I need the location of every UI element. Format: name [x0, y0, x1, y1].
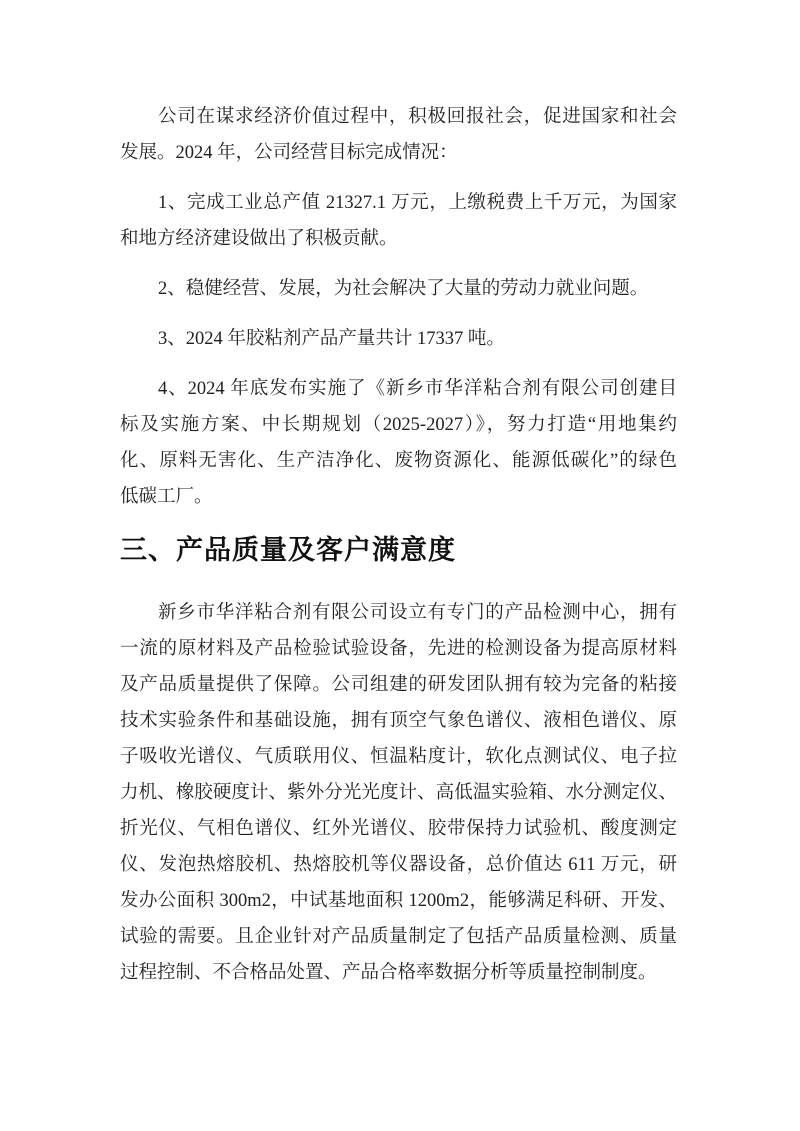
text-line: 发办公面积 300m2，中试基地面积 1200m2，能够满足科研、开发、: [120, 891, 677, 911]
text-line: 仪、发泡热熔胶机、热熔胶机等仪器设备，总价值达 611 万元，研: [120, 855, 677, 875]
text-line: 化、原料无害化、生产洁净化、废物资源化、能源低碳化”的绿色: [120, 451, 677, 471]
text-line: 低碳工厂。: [120, 487, 213, 507]
heading-section-3: 三、产品质量及客户满意度: [120, 535, 456, 565]
para-intro: [120, 99, 677, 171]
text-line: 标及实施方案、中长期规划（2025-2027）》，努力打造“用地集约: [120, 415, 677, 435]
text-line: 2、稳健经营、发展，为社会解决了大量的劳动力就业问题。: [158, 279, 649, 299]
text-line: 子吸收光谱仪、气质联用仪、恒温粘度计，软化点测试仪、电子拉: [120, 747, 677, 767]
text-line: 新乡市华洋粘合剂有限公司设立有专门的产品检测中心，拥有: [158, 603, 677, 623]
para-item-3: [120, 321, 677, 357]
para-item-1: [120, 185, 677, 257]
para-quality-overview: [120, 595, 677, 991]
text-line: 公司在谋求经济价值过程中，积极回报社会，促进国家和社会: [158, 107, 677, 127]
para-item-2: [120, 271, 677, 307]
para-item-4: [120, 371, 677, 515]
text-line: 4、2024 年底发布实施了《新乡市华洋粘合剂有限公司创建目: [158, 379, 677, 399]
text-line: 一流的原材料及产品检验试验设备，先进的检测设备为提高原材料: [120, 639, 677, 659]
text-line: 力机、橡胶硬度计、紫外分光光度计、高低温实验箱、水分测定仪、: [120, 783, 677, 803]
document-content: [120, 99, 677, 1005]
text-line: 过程控制、不合格品处置、产品合格率数据分析等质量控制制度。: [120, 963, 657, 983]
text-line: 发展。2024 年，公司经营目标完成情况：: [120, 143, 458, 163]
text-line: 及产品质量提供了保障。公司组建的研发团队拥有较为完备的粘接: [120, 675, 677, 695]
text-line: 试验的需要。且企业针对产品质量制定了包括产品质量检测、质量: [120, 927, 677, 947]
text-line: 和地方经济建设做出了积极贡献。: [120, 229, 398, 249]
text-line: 折光仪、气相色谱仪、红外光谱仪、胶带保持力试验机、酸度测定: [120, 819, 677, 839]
text-line: 3、2024 年胶粘剂产品产量共计 17337 吨。: [158, 329, 505, 349]
text-line: 1、完成工业总产值 21327.1 万元，上缴税费上千万元，为国家: [158, 193, 677, 213]
text-line: 技术实验条件和基础设施，拥有顶空气象色谱仪、液相色谱仪、原: [120, 711, 677, 731]
